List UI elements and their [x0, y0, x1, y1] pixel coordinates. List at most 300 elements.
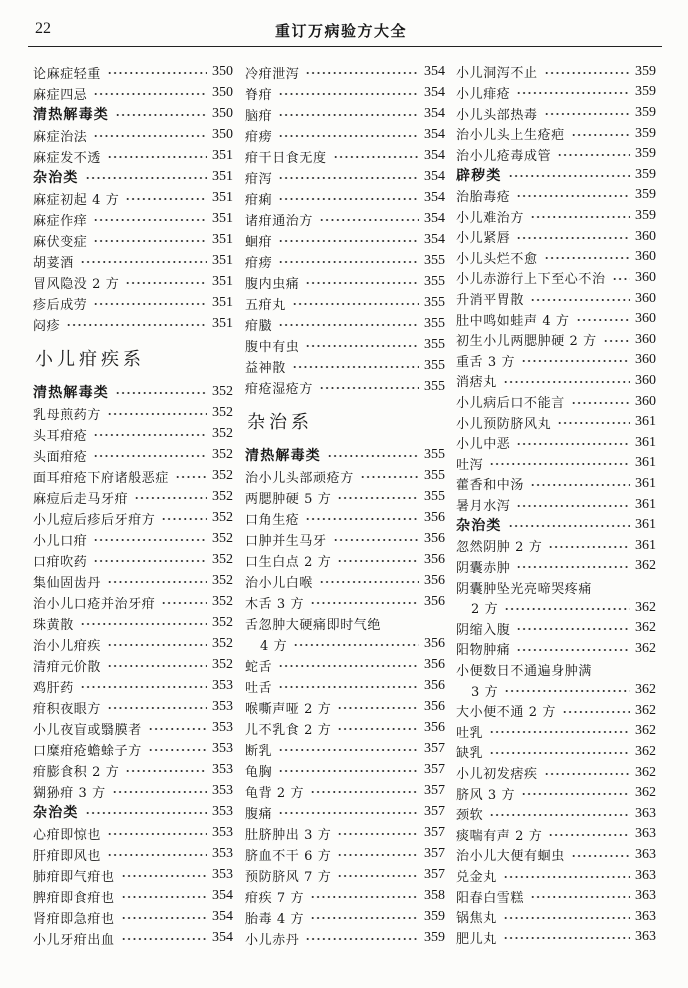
toc-entry [456, 309, 656, 330]
toc-column [456, 62, 656, 948]
page-number: 362 [635, 620, 656, 636]
entry-title: 龟胸 [245, 764, 273, 780]
dot-leader [557, 153, 630, 157]
dot-leader [80, 260, 207, 264]
toc-entry [33, 293, 233, 314]
toc-entry [245, 613, 445, 634]
dot-leader [544, 256, 630, 260]
category-heading [456, 165, 656, 186]
toc-entry [245, 571, 445, 592]
toc-entry [33, 508, 233, 529]
toc-entry [245, 760, 445, 781]
toc-entry [456, 577, 656, 598]
page-number: 361 [635, 496, 656, 512]
dot-leader [327, 454, 419, 458]
page-number: 352 [212, 489, 233, 504]
toc-entry [33, 697, 233, 718]
toc-entry [456, 721, 656, 742]
entry-title: 小便数日不通遍身肿满 [456, 663, 593, 679]
toc-entry [245, 550, 445, 571]
page-number: 362 [635, 785, 656, 801]
entry-title: 儿不乳食 2 方 [245, 722, 332, 738]
page-number: 362 [635, 640, 656, 656]
toc-entry [245, 781, 445, 802]
entry-title: 麻症初起 4 方 [33, 192, 120, 208]
entry-title: 辟秽类 [456, 167, 502, 184]
page-number: 356 [424, 720, 445, 735]
toc-entry [33, 613, 233, 634]
toc-entry [245, 251, 445, 272]
entry-title: 珠黄散 [33, 617, 74, 633]
toc-column [33, 62, 233, 949]
toc-entry [33, 445, 233, 466]
toc-entry [456, 494, 656, 515]
entry-title: 消痞丸 [456, 375, 497, 391]
toc-entry [33, 188, 233, 209]
entry-title: 小儿牙疳出血 [33, 932, 115, 948]
dot-leader [107, 71, 207, 75]
entry-title: 疳臌 [245, 318, 273, 334]
dot-leader [319, 580, 419, 584]
toc-entry [456, 123, 656, 144]
dot-leader [489, 730, 630, 734]
page-number: 356 [424, 594, 445, 609]
dot-leader [121, 916, 207, 920]
page-number: 356 [424, 510, 445, 525]
dot-leader [310, 790, 419, 794]
dot-leader [161, 601, 207, 605]
dot-leader [489, 751, 630, 755]
category-heading [33, 104, 233, 125]
entry-title: 疳痨 [245, 255, 273, 271]
entry-title: 冷疳泄泻 [245, 66, 300, 82]
dot-leader [612, 277, 630, 281]
entry-title: 木舌 3 方 [245, 596, 305, 612]
dot-leader [544, 112, 630, 116]
dot-leader [548, 545, 630, 549]
page-number: 357 [424, 762, 445, 777]
dot-leader [305, 71, 419, 75]
entry-title: 益神散 [245, 360, 286, 376]
dot-leader [337, 496, 419, 500]
toc-entry [33, 272, 233, 293]
page-number: 359 [635, 84, 656, 100]
toc-entry [33, 125, 233, 146]
page-number: 354 [424, 232, 445, 247]
dot-leader [85, 811, 207, 815]
toc-entry-continuation [456, 680, 656, 701]
category-heading [456, 515, 656, 536]
page-number: 353 [212, 783, 233, 798]
dot-leader [504, 689, 630, 693]
page-number: 360 [635, 311, 656, 327]
toc-entry [245, 865, 445, 886]
entry-title: 小儿赤丹 [245, 932, 300, 948]
entry-title: 脐血不干 6 方 [245, 848, 332, 864]
dot-leader [503, 936, 630, 940]
dot-leader [508, 174, 630, 178]
page-number: 353 [212, 825, 233, 840]
dot-leader [121, 874, 207, 878]
page-number: 360 [635, 352, 656, 368]
toc-entry [245, 356, 445, 377]
toc-entry [456, 226, 656, 247]
toc-entry [456, 432, 656, 453]
page-number: 355 [424, 295, 445, 310]
page-number: 361 [635, 517, 656, 533]
dot-leader [278, 176, 419, 180]
dot-leader [125, 197, 207, 201]
toc-entry [456, 329, 656, 350]
toc-entry [245, 104, 445, 125]
entry-title: 脑疳 [245, 108, 273, 124]
page-number: 362 [635, 558, 656, 574]
toc-entry [456, 659, 656, 680]
dot-leader [571, 133, 630, 137]
entry-title: 腹内虫痛 [245, 276, 300, 292]
page-number: 356 [424, 531, 445, 546]
page-number: 354 [424, 127, 445, 142]
toc-entry [33, 907, 233, 928]
page-number: 360 [635, 290, 656, 306]
dot-leader [305, 344, 419, 348]
toc-entry [245, 272, 445, 293]
header-rule [28, 46, 662, 47]
toc-entry [245, 466, 445, 487]
page-number: 360 [635, 228, 656, 244]
dot-leader [115, 113, 207, 117]
entry-title: 心疳即惊也 [33, 827, 102, 843]
page-number: 362 [635, 702, 656, 718]
dot-leader [521, 792, 630, 796]
toc-entry [456, 268, 656, 289]
entry-title: 疳痨 [245, 129, 273, 145]
toc-entry [456, 865, 656, 886]
toc-entry [456, 206, 656, 227]
toc-entry [33, 251, 233, 272]
toc-entry [456, 742, 656, 763]
entry-title: 疳痢 [245, 192, 273, 208]
toc-entry [245, 293, 445, 314]
entry-title: 小儿预防脐风丸 [456, 416, 552, 432]
dot-leader [521, 359, 630, 363]
category-heading [33, 167, 233, 188]
page-number: 350 [212, 106, 233, 121]
entry-title: 胡荽酒 [33, 255, 74, 271]
entry-title: 疳疮湿疮方 [245, 381, 314, 397]
entry-title: 口肿并生马牙 [245, 533, 327, 549]
page-number: 356 [424, 657, 445, 672]
toc-entry [456, 536, 656, 557]
page-number: 354 [424, 106, 445, 121]
toc-entry [245, 146, 445, 167]
dot-leader [305, 281, 419, 285]
entry-title: 小儿头烂不愈 [456, 251, 538, 267]
page-number: 350 [212, 64, 233, 79]
category-heading [245, 445, 445, 466]
entry-title: 闷疹 [33, 318, 61, 334]
page-number: 352 [212, 573, 233, 588]
toc-entry [33, 83, 233, 104]
entry-continuation: 3 方 [471, 684, 499, 700]
entry-title: 论麻症轻重 [33, 66, 102, 82]
page-number: 352 [212, 384, 233, 399]
page-number: 356 [424, 552, 445, 567]
entry-title: 缺乳 [456, 746, 484, 762]
dot-leader [107, 412, 207, 416]
entry-title: 脊疳 [245, 87, 273, 103]
toc-entry [33, 865, 233, 886]
page-number: 363 [635, 846, 656, 862]
page-number: 359 [424, 909, 445, 924]
page-number: 358 [424, 888, 445, 903]
entry-title: 冒风隐没 2 方 [33, 276, 120, 292]
entry-title: 喉嘶声哑 2 方 [245, 701, 332, 717]
entry-title: 治小儿头部顽疮方 [245, 470, 354, 486]
toc-entry [456, 845, 656, 866]
page-number: 352 [212, 615, 233, 630]
page-number: 359 [424, 930, 445, 945]
entry-title: 治小儿疮毒成管 [456, 148, 552, 164]
toc-entry [456, 474, 656, 495]
page-number: 354 [424, 148, 445, 163]
page-number: 361 [635, 455, 656, 471]
entry-title: 两腮肿硬 5 方 [245, 491, 332, 507]
toc-entry [33, 592, 233, 613]
dot-leader [337, 559, 419, 563]
page-number: 352 [212, 426, 233, 441]
toc-entry [33, 928, 233, 949]
toc-entry [245, 676, 445, 697]
dot-leader [93, 454, 207, 458]
dot-leader [293, 643, 419, 647]
page-number: 361 [635, 475, 656, 491]
page-number: 360 [635, 331, 656, 347]
entry-title: 小儿痘后疹后牙疳方 [33, 512, 156, 528]
entry-title: 小儿洞泻不止 [456, 66, 538, 82]
entry-title: 小儿夜盲或翳膜者 [33, 722, 142, 738]
page-number: 363 [635, 908, 656, 924]
page-number: 361 [635, 434, 656, 450]
dot-leader [503, 380, 630, 384]
entry-title: 口生白点 2 方 [245, 554, 332, 570]
entry-title: 治小儿头上生疮疤 [456, 128, 565, 144]
entry-title: 脾疳即食疳也 [33, 890, 115, 906]
toc-entry [456, 185, 656, 206]
entry-title: 口疳吹药 [33, 554, 88, 570]
entry-title: 蛔疳 [245, 234, 273, 250]
entry-title: 吐泻 [456, 457, 484, 473]
page-number: 363 [635, 867, 656, 883]
entry-title: 麻症四忌 [33, 87, 88, 103]
page-number: 362 [635, 682, 656, 698]
dot-leader [278, 92, 419, 96]
toc-entry [245, 823, 445, 844]
entry-title: 乳母煎药方 [33, 407, 102, 423]
toc-entry [245, 487, 445, 508]
toc-entry [33, 550, 233, 571]
dot-leader [85, 176, 207, 180]
entry-title: 麻症发不透 [33, 150, 102, 166]
toc-entry [33, 209, 233, 230]
entry-title: 升消平胃散 [456, 293, 525, 308]
entry-title: 胎毒 4 方 [245, 911, 305, 927]
toc-entry [245, 230, 445, 251]
entry-title: 麻症作痒 [33, 213, 88, 229]
page-number: 362 [635, 599, 656, 615]
page-number: 351 [212, 211, 233, 226]
header-page-number: 22 [35, 20, 51, 37]
toc-entry [245, 209, 445, 230]
page-number: 356 [424, 678, 445, 693]
category-heading [33, 382, 233, 403]
toc-entry [456, 762, 656, 783]
entry-title: 舌忽肿大硬痛即时气绝 [245, 617, 382, 633]
dot-leader [516, 236, 630, 240]
entry-title: 预防脐风 7 方 [245, 869, 332, 885]
page-number: 353 [212, 699, 233, 714]
entry-title: 治小儿口疮并治牙疳 [33, 596, 156, 612]
entry-title: 清疳元价散 [33, 659, 102, 675]
entry-title: 面耳疳疮下府诸般恶症 [33, 470, 170, 486]
entry-title: 肺疳即气疳也 [33, 869, 115, 885]
page-number: 355 [424, 253, 445, 268]
dot-leader [93, 559, 207, 563]
page-number: 359 [635, 166, 656, 182]
toc-entry-continuation [245, 634, 445, 655]
page-number: 353 [212, 846, 233, 861]
page-number: 355 [424, 379, 445, 394]
page-number: 357 [424, 741, 445, 756]
page-number: 356 [424, 636, 445, 651]
toc-entry [245, 62, 445, 83]
dot-leader [305, 517, 419, 521]
page-number: 359 [635, 125, 656, 141]
section-title: 杂治系 [247, 412, 313, 433]
toc-entry [33, 823, 233, 844]
entry-title: 龟背 2 方 [245, 785, 305, 801]
entry-title: 吐乳 [456, 725, 484, 741]
dot-leader [530, 298, 630, 302]
entry-title: 小儿头部热毒 [456, 107, 538, 123]
toc-entry [456, 824, 656, 845]
page-number: 351 [212, 316, 233, 331]
toc-entry [456, 803, 656, 824]
dot-leader [278, 323, 419, 327]
running-title: 重订万病验方大全 [274, 22, 407, 40]
entry-title: 重舌 3 方 [456, 354, 516, 370]
entry-title: 小儿中恶 [456, 437, 511, 453]
entry-title: 肾疳即急疳也 [33, 911, 115, 927]
entry-title: 阳物肿痛 [456, 643, 511, 659]
entry-title: 小儿初发痞疾 [456, 767, 538, 783]
page-number: 352 [212, 510, 233, 525]
toc-entry [33, 424, 233, 445]
dot-leader [548, 833, 630, 837]
page-number: 354 [424, 64, 445, 79]
dot-leader [337, 727, 419, 731]
page-number: 356 [424, 699, 445, 714]
entry-title: 麻伏变症 [33, 234, 88, 250]
page-number: 361 [635, 537, 656, 553]
toc-entry [456, 247, 656, 268]
toc-entry [245, 697, 445, 718]
entry-title: 阴囊赤肿 [456, 560, 511, 576]
entry-title: 阳春白雪糕 [456, 890, 525, 906]
entry-title: 头面疳疮 [33, 449, 88, 465]
page-number: 352 [212, 636, 233, 651]
dot-leader [278, 260, 419, 264]
dot-leader [134, 496, 207, 500]
page-number: 354 [424, 169, 445, 184]
entry-title: 清热解毒类 [33, 107, 109, 123]
dot-leader [66, 323, 207, 327]
entry-title: 疳膨食积 2 方 [33, 764, 120, 780]
entry-title: 阴囊肿坠光亮啼哭疼痛 [456, 581, 593, 597]
toc-entry [33, 529, 233, 550]
entry-title: 痰喘有声 2 方 [456, 828, 543, 844]
page-number: 351 [212, 274, 233, 289]
category-heading [33, 802, 233, 823]
page-number: 355 [424, 337, 445, 352]
entry-title: 口角生疮 [245, 512, 300, 528]
entry-title: 肝疳即风也 [33, 848, 102, 864]
entry-title: 腹痛 [245, 806, 273, 822]
entry-title: 治小儿疳疾 [33, 638, 102, 654]
entry-title: 锅焦丸 [456, 911, 497, 927]
entry-title: 忽然阴肿 2 方 [456, 540, 543, 556]
entry-title: 清热解毒类 [245, 448, 321, 464]
entry-title: 颈软 [456, 808, 484, 824]
dot-leader [148, 748, 207, 752]
toc-column [245, 62, 445, 949]
page-number: 353 [212, 762, 233, 777]
dot-leader [544, 772, 630, 776]
dot-leader [107, 643, 207, 647]
dot-leader [571, 401, 630, 405]
dot-leader [530, 483, 630, 487]
toc-entry [245, 314, 445, 335]
dot-leader [516, 565, 630, 569]
dot-leader [107, 664, 207, 668]
page-number: 351 [212, 190, 233, 205]
page-number: 350 [212, 127, 233, 142]
dot-leader [319, 218, 419, 222]
dot-leader [530, 215, 630, 219]
page-number: 354 [424, 190, 445, 205]
entry-continuation: 4 方 [260, 638, 288, 654]
page-number: 352 [212, 531, 233, 546]
entry-title: 吐舌 [245, 680, 273, 696]
page-number: 351 [212, 253, 233, 268]
toc-entry [33, 466, 233, 487]
entry-title: 藿香和中汤 [456, 478, 525, 494]
dot-leader [489, 813, 630, 817]
page-number: 351 [212, 295, 233, 310]
toc-entry [33, 781, 233, 802]
entry-title: 小儿口疳 [33, 533, 88, 549]
page-number: 355 [424, 447, 445, 462]
toc-entry [33, 718, 233, 739]
entry-title: 麻痘后走马牙疳 [33, 491, 129, 507]
entry-title: 治小儿白喉 [245, 575, 314, 591]
toc-entry [456, 639, 656, 660]
entry-title: 杂治类 [33, 805, 79, 821]
dot-leader [305, 937, 419, 941]
entry-title: 疳疾 7 方 [245, 890, 305, 906]
page-number: 354 [212, 909, 233, 924]
toc-entry [245, 188, 445, 209]
